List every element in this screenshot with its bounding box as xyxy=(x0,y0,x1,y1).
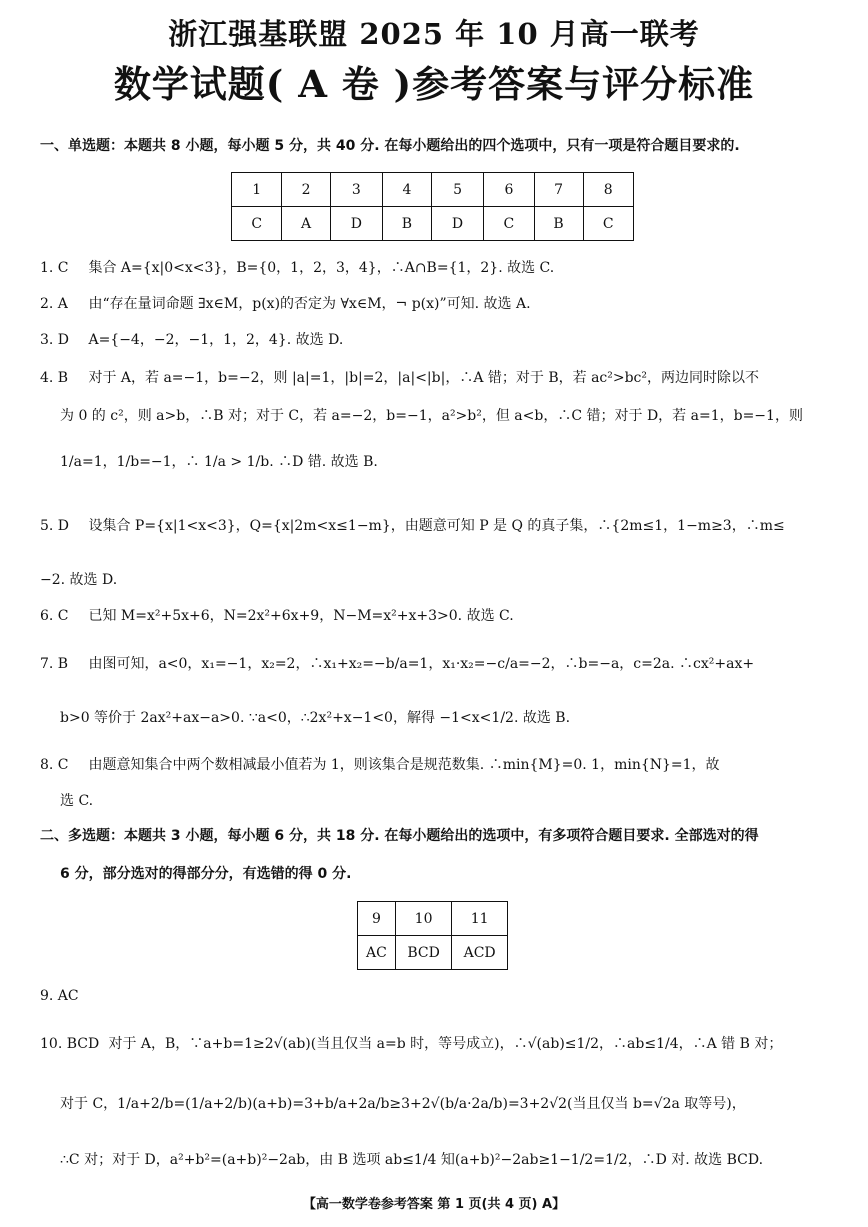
table-cell: 9 xyxy=(358,902,396,936)
table-row-numbers xyxy=(358,902,508,936)
question-number: 8. C xyxy=(40,757,69,773)
multiple-choice-answer-table xyxy=(357,901,508,970)
solution-q2 xyxy=(40,294,830,314)
question-number: 5. D xyxy=(40,518,70,534)
solution-q6 xyxy=(40,606,830,626)
solution-q1 xyxy=(40,258,830,278)
table-cell: D xyxy=(431,207,483,241)
solution-text: 由题意知集合中两个数相减最小值若为 1，则该集合是规范数集. ∴min{M}=0. 1，min{N}=1，故 xyxy=(88,757,720,773)
table-cell: 3 xyxy=(330,173,382,207)
table-cell: 1 xyxy=(232,173,282,207)
solution-q10-line1 xyxy=(40,1034,830,1054)
table-cell: ACD xyxy=(452,936,508,970)
solution-q10-line2: 对于 C，1/a+2/b=(1/a+2/b)(a+b)=3+b/a+2a/b≥3+2√(b/a·2a/b)=3+2√2(当且仅当 b=√2a 取等号)， xyxy=(60,1096,746,1112)
question-number: 10. BCD xyxy=(40,1036,100,1052)
table-row-numbers xyxy=(232,173,634,207)
solution-text: 集合 A={x|0<x<3}，B={0，1，2，3，4}，∴A∩B={1，2}. 故选 C. xyxy=(88,260,555,276)
solution-q8-line2: 选 C. xyxy=(60,793,94,809)
table-cell: A xyxy=(282,207,330,241)
table-cell: B xyxy=(383,207,432,241)
table-cell: D xyxy=(330,207,382,241)
table-cell: C xyxy=(484,207,534,241)
solution-q4-line1 xyxy=(40,368,830,388)
question-number: 4. B xyxy=(40,370,69,386)
single-choice-answer-table xyxy=(231,172,634,241)
table-row-answers xyxy=(232,207,634,241)
solution-q3 xyxy=(40,330,830,350)
table-cell: 4 xyxy=(383,173,432,207)
solution-q10-line3: ∴C 对；对于 D，a²+b²=(a+b)²−2ab，由 B 选项 ab≤1/4 知(a+b)²−2ab≥1−1/2=1/2，∴D 对. 故选 BCD. xyxy=(60,1152,764,1168)
page-footer: 【高一数学卷参考答案 第 1 页(共 4 页) A】 xyxy=(302,1197,566,1212)
solution-text: 由“存在量词命题 ∃x∈M，p(x)的否定为 ∀x∈M，¬ p(x)”可知. 故选 A. xyxy=(88,296,531,312)
solution-text: 已知 M=x²+5x+6，N=2x²+6x+9，N−M=x²+x+3>0. 故选 C. xyxy=(88,608,514,624)
answer-key-title: 数学试题( A 卷 )参考答案与评分标准 xyxy=(113,62,755,106)
section2-heading-cont: 6 分，部分选对的得部分分，有选错的得 0 分. xyxy=(60,866,352,882)
table-row-answers xyxy=(358,936,508,970)
question-number: 1. C xyxy=(40,260,69,276)
table-cell: C xyxy=(232,207,282,241)
table-cell: AC xyxy=(358,936,396,970)
solution-text: 由图可知，a<0，x₁=−1，x₂=2，∴x₁+x₂=−b/a=1，x₁·x₂=−c/a=−2，∴b=−a，c=2a. ∴cx²+ax+ xyxy=(88,656,755,672)
solution-text: 对于 A，B，∵a+b=1≥2√(ab)(当且仅当 a=b 时，等号成立)，∴√(ab)≤1/2，∴ab≤1/4，∴A 错 B 对； xyxy=(108,1036,783,1052)
table-cell: B xyxy=(534,207,583,241)
question-number: 7. B xyxy=(40,656,69,672)
solution-q5-line1 xyxy=(40,516,830,536)
solution-q4-line3: 1/a=1，1/b=−1，∴ 1/a > 1/b. ∴D 错. 故选 B. xyxy=(60,454,378,470)
question-number: 9. AC xyxy=(40,988,79,1004)
table-cell: 10 xyxy=(395,902,451,936)
solution-text: 设集合 P={x|1<x<3}，Q={x|2m<x≤1−m}，由题意可知 P 是 Q 的真子集，∴{2m≤1，1−m≥3，∴m≤ xyxy=(88,518,785,534)
table-cell: 6 xyxy=(484,173,534,207)
solution-q4-line2: 为 0 的 c²，则 a>b，∴B 对；对于 C，若 a=−2，b=−1，a²>b²，但 a<b，∴C 错；对于 D，若 a=1，b=−1，则 xyxy=(60,408,803,424)
table-cell: C xyxy=(583,207,634,241)
solution-q7-line1 xyxy=(40,654,830,674)
table-cell: BCD xyxy=(395,936,451,970)
solution-text: A={−4，−2，−1，1，2，4}. 故选 D. xyxy=(88,332,344,348)
section1-heading: 一、单选题：本题共 8 小题，每小题 5 分，共 40 分. 在每小题给出的四个选项中，只有一项是符合题目要求的. xyxy=(40,138,740,154)
exam-title: 浙江强基联盟 2025 年 10 月高一联考 xyxy=(168,17,700,51)
solution-text: 对于 A，若 a=−1，b=−2，则 |a|=1，|b|=2，|a|<|b|，∴A 错；对于 B，若 ac²>bc²，两边同时除以不 xyxy=(88,370,760,386)
table-cell: 7 xyxy=(534,173,583,207)
question-number: 2. A xyxy=(40,296,68,312)
solution-q8-line1 xyxy=(40,755,830,775)
solution-q7-line2: b>0 等价于 2ax²+ax−a>0. ∵a<0，∴2x²+x−1<0，解得 −1<x<1/2. 故选 B. xyxy=(60,710,571,726)
question-number: 3. D xyxy=(40,332,70,348)
question-number: 6. C xyxy=(40,608,69,624)
solution-q5-line2: −2. 故选 D. xyxy=(40,572,118,588)
solution-q9 xyxy=(40,986,830,1006)
table-cell: 5 xyxy=(431,173,483,207)
table-cell: 2 xyxy=(282,173,330,207)
table-cell: 11 xyxy=(452,902,508,936)
section2-heading: 二、多选题：本题共 3 小题，每小题 6 分，共 18 分. 在每小题给出的选项中，有多项符合题目要求. 全部选对的得 xyxy=(40,828,759,844)
table-cell: 8 xyxy=(583,173,634,207)
